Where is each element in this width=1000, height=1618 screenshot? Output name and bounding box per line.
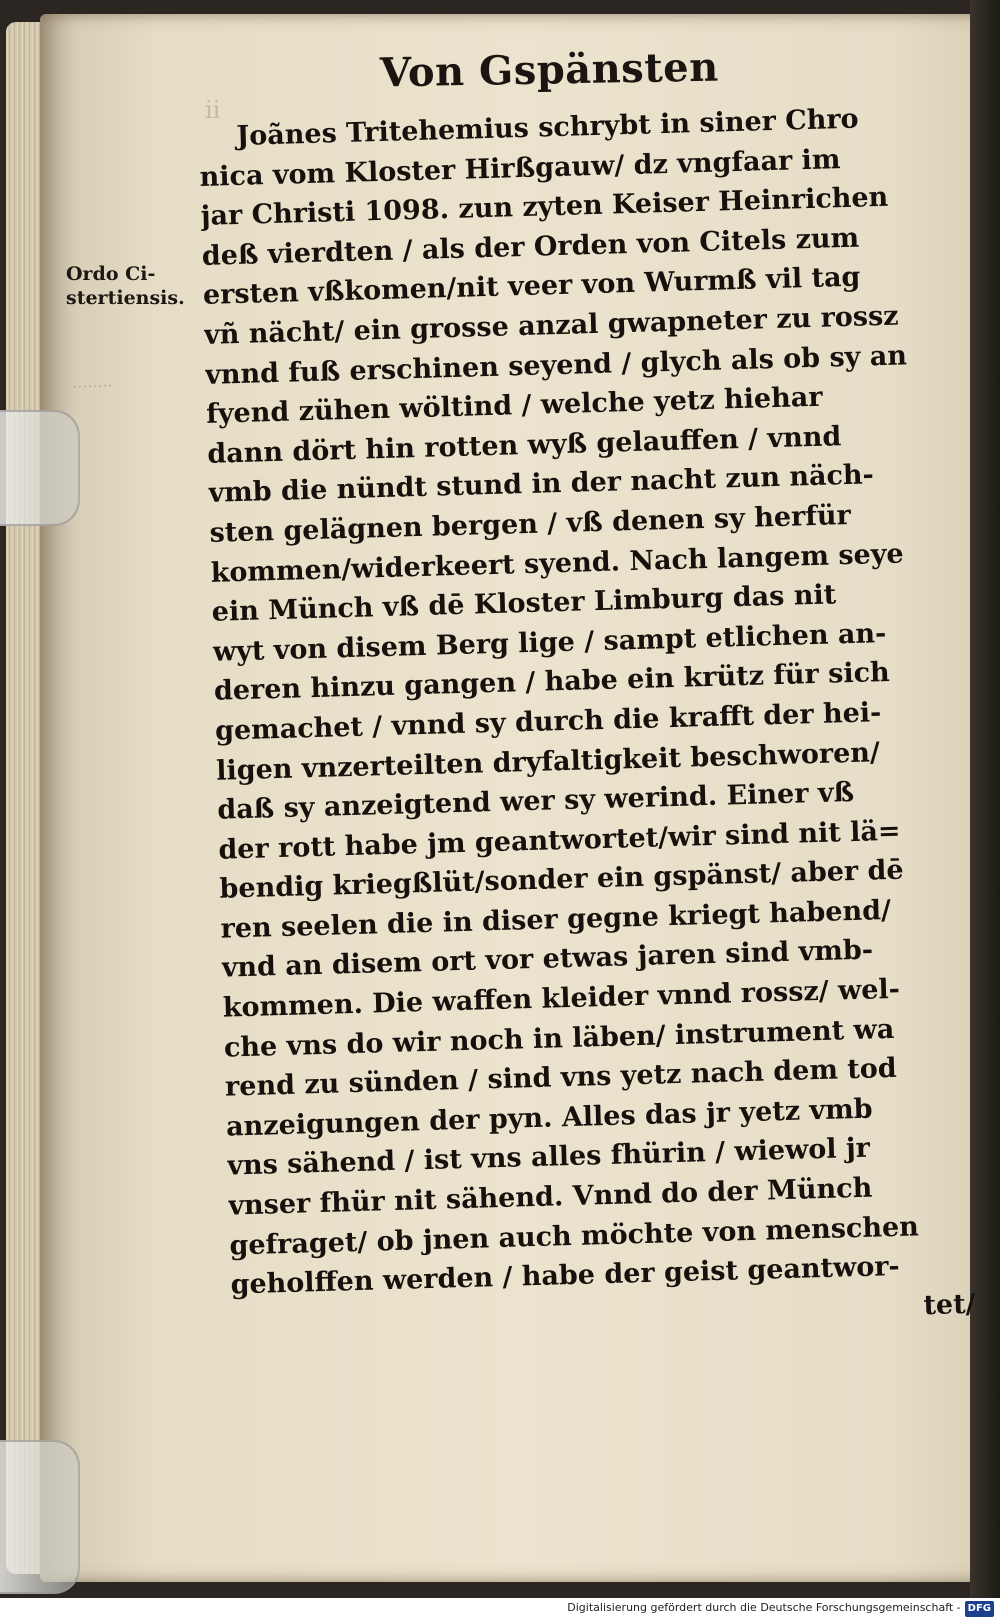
text-line: nica vom Kloster Hirßgauw/ dz vngfaar im <box>199 143 841 193</box>
page-title: Von Gspänsten <box>379 43 720 97</box>
bleed-through-margin-text: ........ <box>71 371 114 392</box>
text-line: ein Münch vß dē Kloster Limburg das nit <box>211 579 837 628</box>
text-line: daß sy anzeigtend wer sy werind. Einer vß <box>216 777 855 826</box>
credit-text: Digitalisierung gefördert durch die Deutsche Forschungsgemeinschaft - <box>567 1601 961 1614</box>
dfg-logo: DFG <box>965 1601 994 1617</box>
text-line: gemachet / vnnd sy durch die krafft der hei- <box>214 697 882 747</box>
digitization-credit <box>567 1600 994 1617</box>
marginal-note-line: Ordo Ci- <box>66 263 156 285</box>
book-gutter <box>970 0 1000 1598</box>
text-line: gefraget/ ob jnen auch möchte von menschen <box>229 1210 920 1262</box>
text-line: deren hinzu gangen / habe ein krütz für sich <box>213 657 891 708</box>
text-line: ersten vßkomen/nit veer von Wurmß vil tag <box>202 261 861 312</box>
text-line: wyt von disem Berg lige / sampt etlichen an- <box>212 617 887 668</box>
text-line: sten gelägnen bergen / vß denen sy herfür <box>209 499 852 549</box>
text-line: che vns do wir noch in läben/ instrument wa <box>223 1013 895 1064</box>
text-line: jar Christi 1098. zun zyten Keiser Heinrichen <box>200 181 889 233</box>
text-line: anzeigungen der pyn. Alles das jr yetz vmb <box>225 1093 873 1143</box>
text-line: kommen/widerkeert syend. Nach langem seye <box>210 538 905 589</box>
text-line: der rott habe jm geantwortet/wir sind nit lä= <box>218 815 901 866</box>
marginal-note <box>66 262 186 310</box>
page-clip-bottom <box>0 1440 80 1594</box>
text-line: vns sähend / ist vns alles fhürin / wiewol jr <box>226 1133 871 1183</box>
text-line: geholffen werden / habe der geist geantwor- <box>230 1251 901 1301</box>
text-line: vmb die nündt stund in der nacht zun näch- <box>208 459 875 510</box>
text-line: vñ nächt/ ein grosse anzal gwapneter zu rossz <box>203 300 899 351</box>
marginal-note-line: stertiensis. <box>66 287 185 309</box>
catchword: tet/ <box>923 1288 976 1322</box>
text-line: bendig kriegßlüt/sonder ein gspänst/ aber dē <box>219 854 905 905</box>
text-line: Joãnes Tritehemius schrybt in siner Chro <box>236 103 860 152</box>
text-line: dann dört hin rotten wyß gelauffen / vnnd <box>206 420 842 470</box>
text-line: rend zu sünden / sind vns yetz nach dem tod <box>224 1053 898 1103</box>
text-line: ligen vnzerteilten dryfaltigkeit beschworen/ <box>215 736 881 787</box>
text-line: ren seelen die in diser gegne kriegt habend/ <box>220 894 892 945</box>
text-line: fyend zühen wöltind / welche yetz hiehar <box>205 381 823 431</box>
text-line: vnnd fuß erschinen seyend / glych als ob sy an <box>204 339 908 391</box>
bleed-through-text: ii <box>205 96 221 124</box>
page-clip-top <box>0 410 80 526</box>
text-line: vnd an disem ort vor etwas jaren sind vmb- <box>221 934 874 985</box>
body-text <box>198 97 976 1345</box>
text-line: vnser fhür nit sähend. Vnnd do der Münch <box>227 1172 873 1222</box>
text-line: kommen. Die waffen kleider vnnd rossz/ wel- <box>222 973 901 1024</box>
text-line: deß vierdten / als der Orden von Citels zum <box>201 222 860 272</box>
